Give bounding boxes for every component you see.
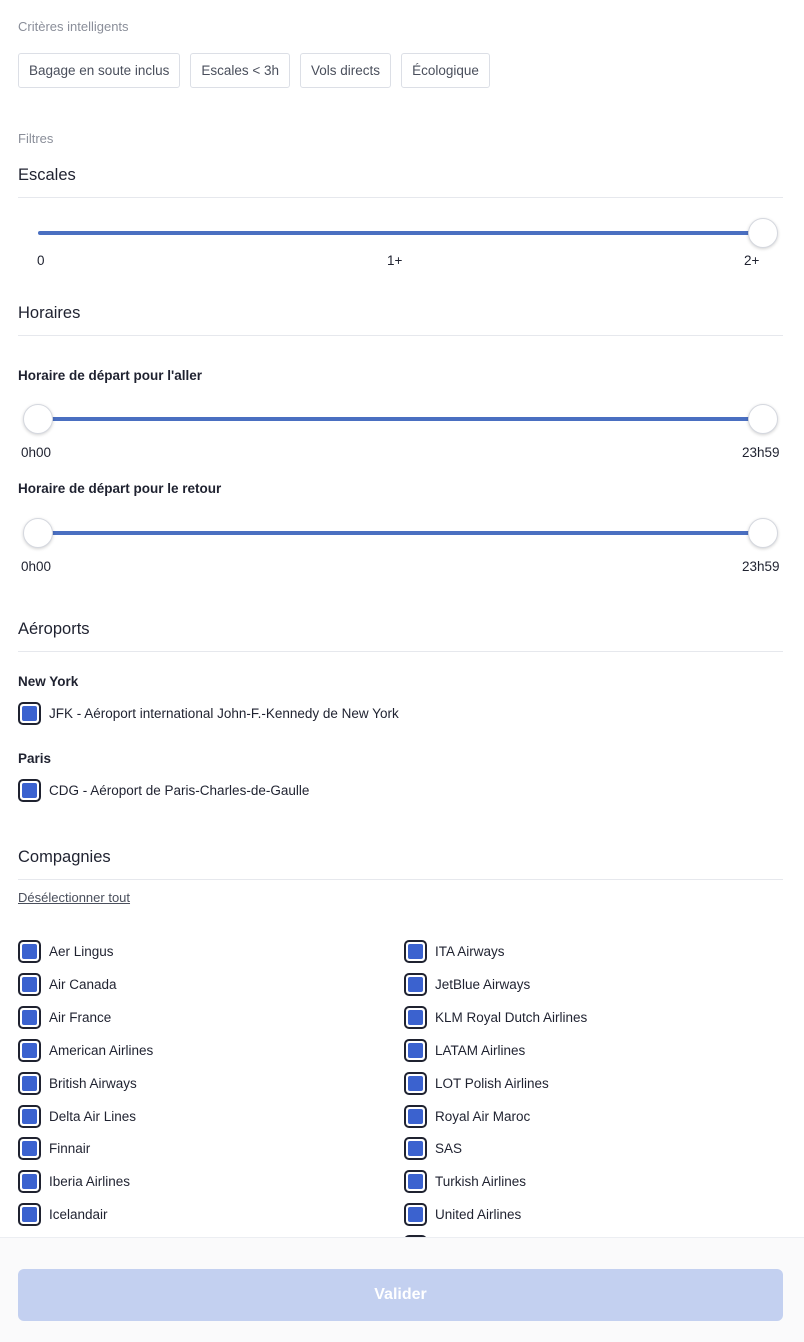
checkbox-checked-fill (22, 1207, 37, 1222)
airline-checkbox-latam-airlines[interactable] (404, 1039, 525, 1062)
airline-label: KLM Royal Dutch Airlines (435, 1009, 588, 1025)
checkbox-checked-fill (408, 944, 423, 959)
airline-checkbox-sas[interactable] (404, 1137, 462, 1160)
chip-short-layovers[interactable]: Escales < 3h (190, 53, 290, 88)
footer-bar (0, 1237, 804, 1342)
checkbox-checked-fill (22, 977, 37, 992)
airline-label: United Airlines (435, 1207, 522, 1223)
schedules-title: Horaires (18, 304, 81, 322)
checkbox-checked-fill (22, 944, 37, 959)
airline-checkbox-ita-airways[interactable] (404, 940, 505, 963)
airline-label: Royal Air Maroc (435, 1108, 531, 1124)
return-time-label: Horaire de départ pour le retour (18, 481, 222, 496)
airline-label: Delta Air Lines (49, 1108, 137, 1124)
filters-label: Filtres (18, 131, 54, 146)
return-max-value: 23h59 (742, 559, 780, 574)
airline-checkbox-delta-air-lines[interactable] (18, 1105, 136, 1128)
checkbox[interactable] (18, 779, 41, 802)
stops-tick-1: 1+ (387, 253, 403, 268)
divider (18, 335, 783, 336)
airline-checkbox-aer-lingus[interactable] (18, 940, 114, 963)
checkbox-checked-fill (408, 1109, 423, 1124)
airline-checkbox-lot-polish-airlines[interactable] (404, 1072, 549, 1095)
airlines-title: Compagnies (18, 848, 111, 866)
checkbox[interactable] (18, 1105, 41, 1128)
airline-label: Aer Lingus (49, 944, 114, 959)
divider (18, 879, 783, 880)
outbound-time-label: Horaire de départ pour l'aller (18, 368, 203, 383)
checkbox[interactable] (18, 1137, 41, 1160)
checkbox[interactable] (18, 1072, 41, 1095)
return-slider-min-thumb[interactable] (23, 518, 53, 548)
return-min-value: 0h00 (21, 559, 52, 574)
checkbox[interactable] (18, 1039, 41, 1062)
airline-checkbox-american-airlines[interactable] (18, 1039, 153, 1062)
airline-label: LATAM Airlines (435, 1042, 526, 1058)
airline-label: American Airlines (49, 1042, 154, 1058)
checkbox-checked-fill (408, 977, 423, 992)
airline-label: Turkish Airlines (435, 1174, 527, 1190)
airline-checkbox-united-airlines[interactable] (404, 1203, 521, 1226)
outbound-slider-min-thumb[interactable] (23, 404, 53, 434)
checkbox-checked-fill (22, 1043, 37, 1058)
airport-checkbox-jfk[interactable] (18, 702, 399, 725)
validate-button[interactable]: Valider (18, 1269, 783, 1321)
airline-checkbox-air-canada[interactable] (18, 973, 117, 996)
outbound-min-value: 0h00 (21, 445, 52, 460)
airline-checkbox-british-airways[interactable] (18, 1072, 137, 1095)
airport-city-paris: Paris (18, 751, 52, 766)
airline-label: ITA Airways (435, 944, 505, 959)
stops-slider-track[interactable] (38, 231, 763, 235)
chip-checked-baggage[interactable]: Bagage en soute inclus (18, 53, 180, 88)
checkbox-checked-fill (22, 1010, 37, 1025)
stops-slider-thumb[interactable] (748, 218, 778, 248)
checkbox[interactable] (18, 973, 41, 996)
airline-label: Air France (49, 1009, 112, 1025)
checkbox-checked-fill (408, 1207, 423, 1222)
airline-checkbox-icelandair[interactable] (18, 1203, 108, 1226)
checkbox-checked-fill (22, 1109, 37, 1124)
return-slider-max-thumb[interactable] (748, 518, 778, 548)
airline-label: Icelandair (49, 1207, 108, 1223)
airline-label: SAS (435, 1141, 463, 1157)
checkbox[interactable] (404, 1203, 427, 1226)
checkbox[interactable] (404, 940, 427, 963)
checkbox[interactable] (404, 1072, 427, 1095)
stops-tick-0: 0 (37, 253, 45, 268)
checkbox-checked-fill (22, 1076, 37, 1091)
checkbox[interactable] (18, 1170, 41, 1193)
checkbox-checked-fill (408, 1043, 423, 1058)
airport-checkbox-cdg[interactable] (18, 779, 309, 802)
checkbox[interactable] (404, 1006, 427, 1029)
airline-label: JetBlue Airways (435, 976, 531, 992)
divider (18, 651, 783, 652)
checkbox-checked-fill (22, 706, 37, 721)
airline-checkbox-jetblue-airways[interactable] (404, 973, 530, 996)
checkbox[interactable] (18, 702, 41, 725)
airline-checkbox-klm-royal-dutch-airlines[interactable] (404, 1006, 587, 1029)
checkbox-checked-fill (408, 1076, 423, 1091)
airport-city-new-york: New York (18, 674, 79, 689)
outbound-slider-track[interactable] (38, 417, 763, 421)
stops-tick-2: 2+ (744, 253, 760, 268)
chip-direct-flights[interactable]: Vols directs (300, 53, 391, 88)
chip-eco[interactable]: Écologique (401, 53, 490, 88)
outbound-slider-max-thumb[interactable] (748, 404, 778, 434)
checkbox-checked-fill (22, 1174, 37, 1189)
checkbox[interactable] (18, 940, 41, 963)
airports-title: Aéroports (18, 620, 90, 638)
checkbox-checked-fill (22, 1141, 37, 1156)
checkbox[interactable] (404, 1137, 427, 1160)
airline-checkbox-iberia-airlines[interactable] (18, 1170, 130, 1193)
airport-label: JFK - Aéroport international John-F.-Kennedy de New York (49, 706, 399, 721)
outbound-max-value: 23h59 (742, 445, 780, 460)
airline-label: Finnair (49, 1141, 91, 1157)
stops-title: Escales (18, 166, 76, 184)
checkbox[interactable] (18, 1203, 41, 1226)
airport-label: CDG - Aéroport de Paris-Charles-de-Gaulle (49, 783, 310, 798)
checkbox[interactable] (18, 1006, 41, 1029)
checkbox-checked-fill (408, 1141, 423, 1156)
deselect-all-link[interactable]: Désélectionner tout (18, 890, 131, 905)
return-slider-track[interactable] (38, 531, 763, 535)
checkbox[interactable] (404, 973, 427, 996)
airline-label: Iberia Airlines (49, 1174, 131, 1190)
checkbox[interactable] (404, 1170, 427, 1193)
checkbox-checked-fill (22, 783, 37, 798)
divider (18, 197, 783, 198)
checkbox[interactable] (404, 1105, 427, 1128)
checkbox-checked-fill (408, 1174, 423, 1189)
smart-criteria-chips (18, 53, 490, 88)
checkbox[interactable] (404, 1039, 427, 1062)
airline-label: Air Canada (49, 976, 117, 992)
airline-checkbox-turkish-airlines[interactable] (404, 1170, 526, 1193)
smart-criteria-label: Critères intelligents (18, 19, 129, 34)
airline-label: LOT Polish Airlines (435, 1075, 549, 1091)
checkbox-checked-fill (408, 1010, 423, 1025)
airline-checkbox-air-france[interactable] (18, 1006, 111, 1029)
airline-checkbox-finnair[interactable] (18, 1137, 90, 1160)
airline-label: British Airways (49, 1075, 137, 1091)
airline-checkbox-royal-air-maroc[interactable] (404, 1105, 530, 1128)
